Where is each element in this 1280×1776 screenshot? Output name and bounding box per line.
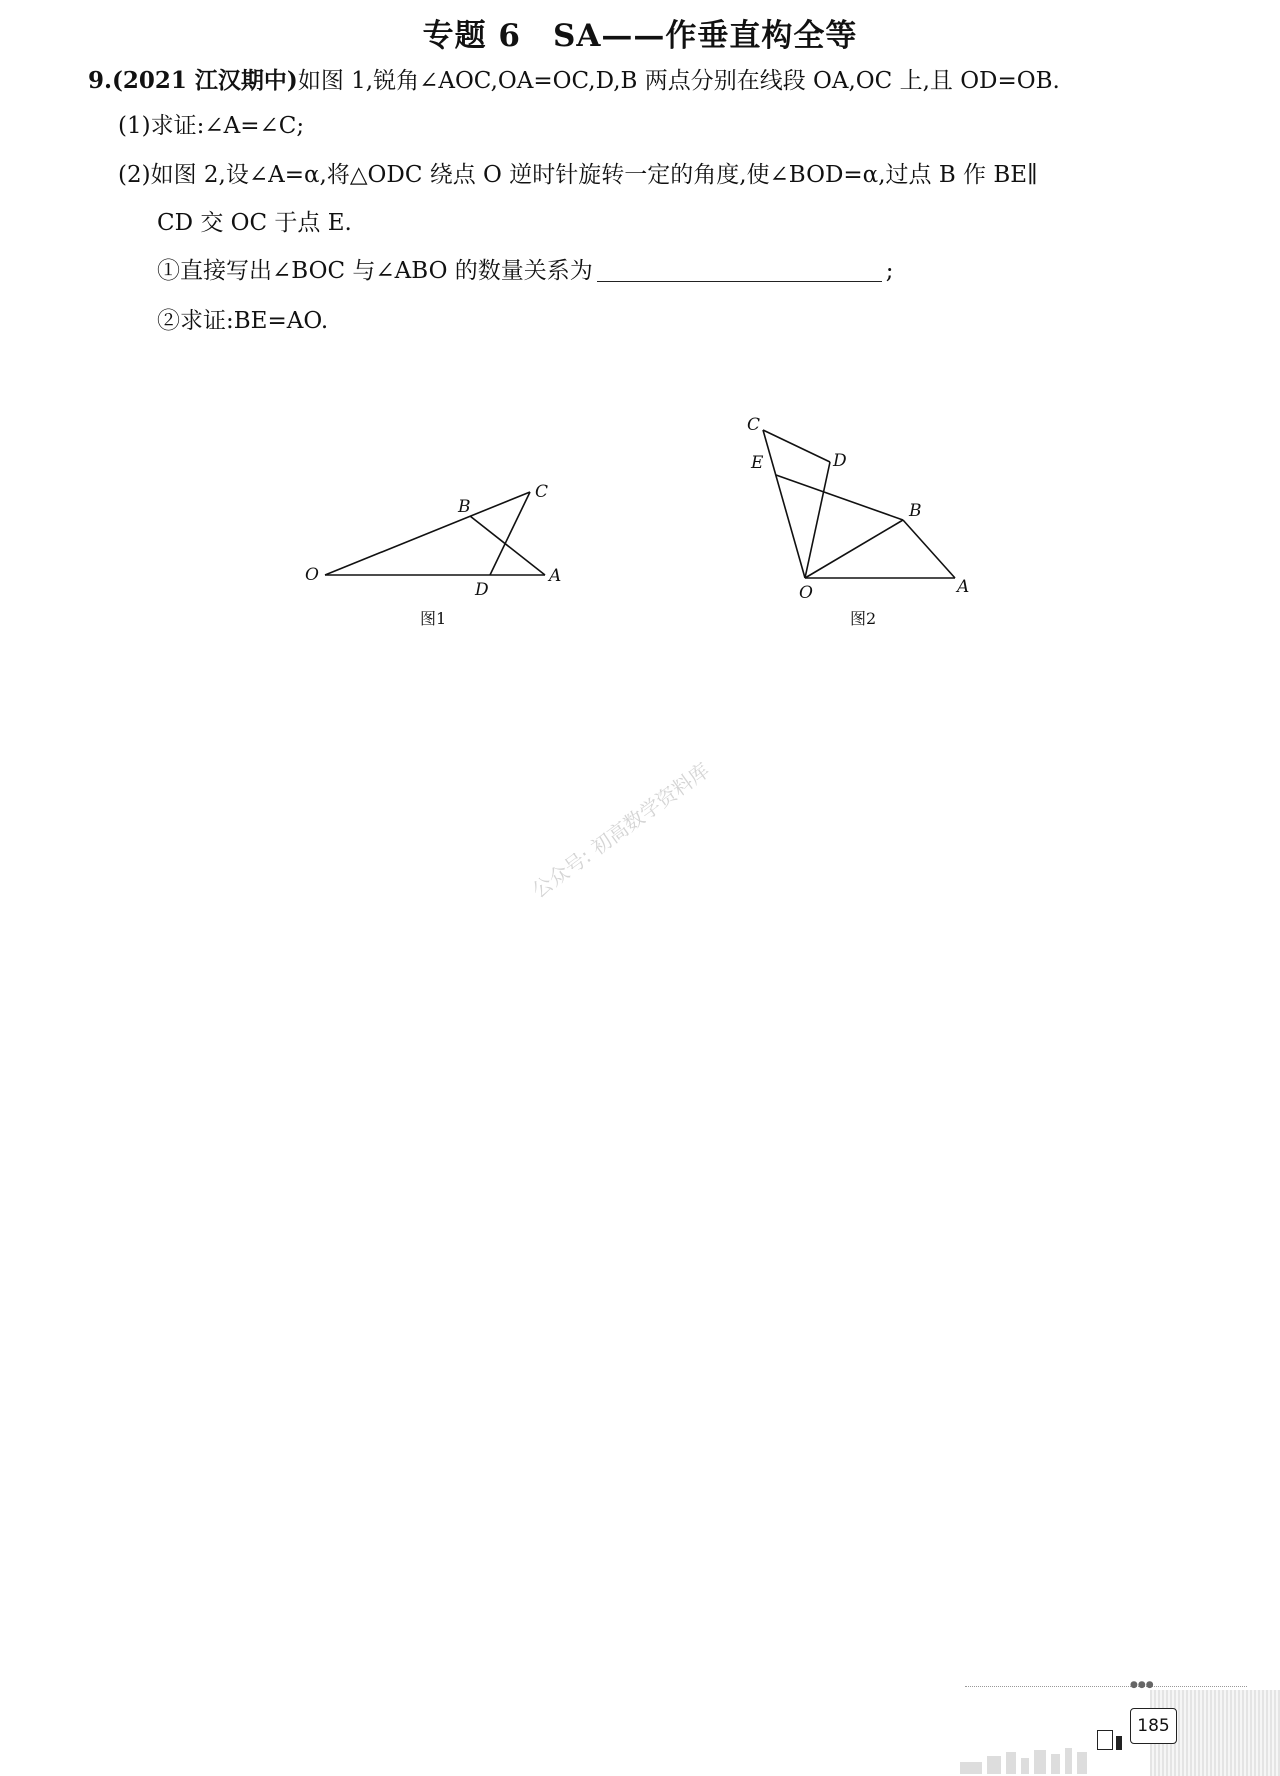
question-part2-line1: (2)如图 2,设∠A=α,将△ODC 绕点 O 逆时针旋转一定的角度,使∠BOD=α,过点 B 作 BE∥ (118, 162, 1038, 188)
question-part1: (1)求证:∠A=∠C; (118, 113, 305, 139)
question-stem: 如图 1,锐角∠AOC,OA=OC,D,B 两点分别在线段 OA,OC 上,且 OD=OB. (297, 68, 1060, 94)
fig2-label-D: D (833, 451, 847, 471)
segment-CD (763, 430, 830, 462)
page-number: 185 (1130, 1708, 1177, 1744)
fig2-label-O: O (799, 583, 813, 603)
fig1-label-C: C (535, 482, 549, 502)
question-sub1-prefix: ①直接写出∠BOC 与∠ABO 的数量关系为 (157, 258, 593, 284)
question-sub1-suffix: ; (885, 258, 894, 284)
fig2-label-A: A (957, 577, 970, 597)
fig2-label-B: B (909, 501, 922, 521)
figure-1-diagram (295, 470, 585, 635)
fig1-label-D: D (475, 580, 489, 600)
question-sub2: ②求证:BE=AO. (157, 308, 329, 334)
footer-book-icon (1097, 1730, 1113, 1750)
segment-OB (805, 520, 903, 578)
fig1-caption: 图1 (420, 609, 447, 628)
question-number: 9. (88, 67, 113, 94)
fig2-label-C: C (747, 415, 761, 435)
fig1-label-O: O (305, 565, 319, 585)
segment-EB (776, 475, 903, 520)
fig1-label-A: A (549, 566, 562, 586)
page-title: 专题 6 SA——作垂直构全等 (422, 18, 858, 54)
fig2-label-E: E (751, 453, 764, 473)
footer-divider (965, 1686, 1247, 1687)
question-part2-line2: CD 交 OC 于点 E. (157, 210, 352, 236)
question-source: (2021 江汉期中) (112, 67, 298, 94)
segment-OC (325, 492, 530, 575)
segment-BA (903, 520, 955, 578)
segment-CD (490, 492, 530, 575)
segment-OC (763, 430, 805, 578)
answer-blank[interactable] (597, 259, 882, 282)
footer-bar-icon (1116, 1736, 1122, 1750)
segment-BA (470, 516, 545, 575)
fig2-caption: 图2 (850, 609, 877, 628)
fig1-label-B: B (458, 497, 471, 517)
footer-bars-decoration (960, 1748, 1092, 1774)
figure-2-diagram (735, 400, 985, 635)
segment-OD (805, 462, 830, 578)
watermark: 公众号: 初高数学资料库 (527, 757, 714, 903)
question-sub1 (157, 256, 894, 286)
question-stem-line (88, 66, 1060, 96)
footer-dots: ●●● (1130, 1680, 1154, 1690)
